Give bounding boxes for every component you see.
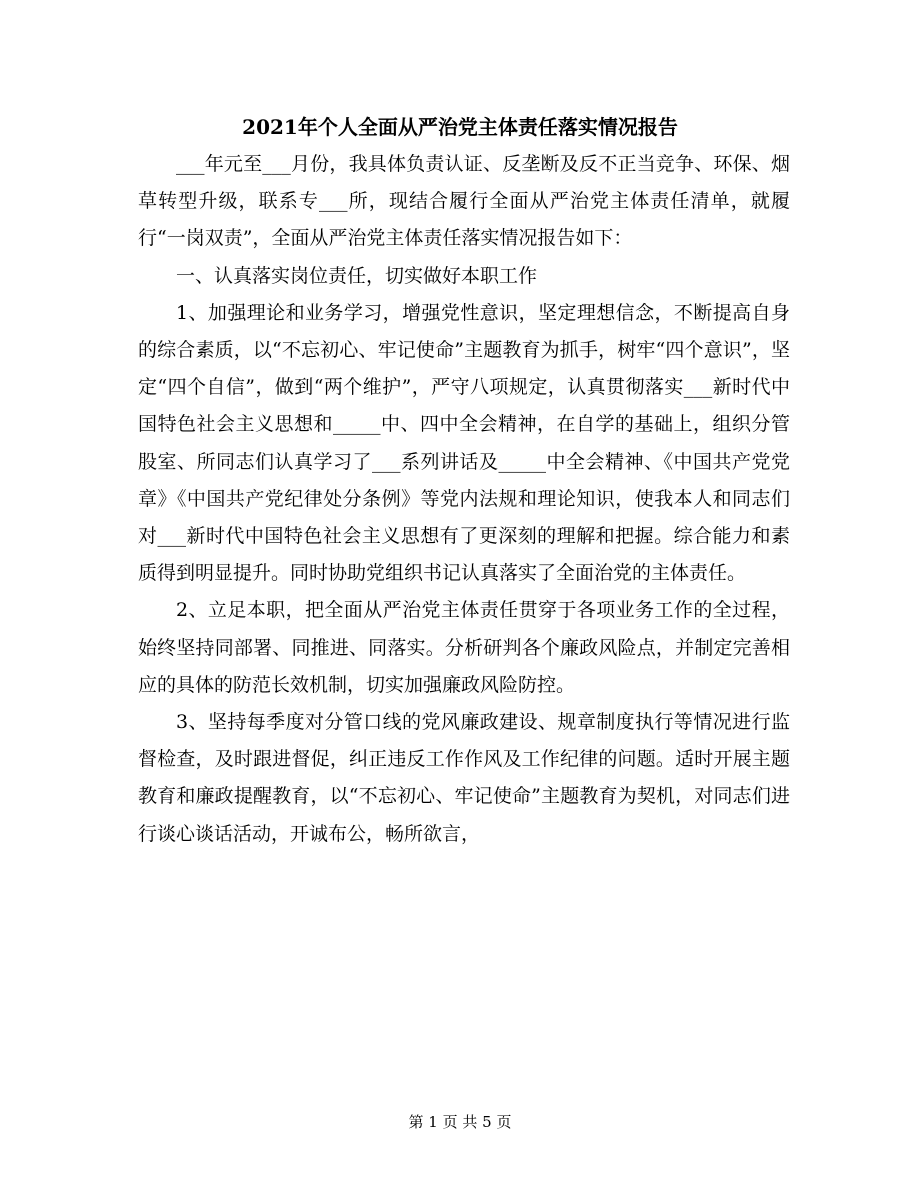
paragraph-intro: ___年元至___月份，我具体负责认证、反垄断及反不正当竞争、环保、烟草转型升级，联系专___所，现结合履行全面从严治党主体责任清单，就履行“一岗双责”，全面从严治党主体责任落实情况报告如下：: [138, 153, 790, 250]
paragraph-item-1: 1、加强理论和业务学习，增强党性意识，坚定理想信念，不断提高自身的综合素质，以“不忘初心、牢记使命”主题教育为抓手，树牢“四个意识”，坚定“四个自信”，做到“两个维护”，严守八项规定，认真贯彻落实___新时代中国特色社会主义思想和_____中、四中全会精神，在自学的基础上，组织分管股室、所同志们认真学习了___系列讲话及_____中全会精神、《中国共产党党章》《中国共产党纪律处分条例》等党内法规和理论知识，使我本人和同志们对___新时代中国特色社会主义思想有了更深刻的理解和把握。综合能力和素质得到明显提升。同时协助党组织书记认真落实了全面治党的主体责任。: [138, 301, 790, 585]
page-footer: 第 1 页 共 5 页: [408, 1113, 512, 1131]
document-body: [138, 146, 790, 853]
paragraph-item-2: 2、立足本职，把全面从严治党主体责任贯穿于各项业务工作的全过程，始终坚持同部署、同推进、同落实。分析研判各个廉政风险点，并制定完善相应的具体的防范长效机制，切实加强廉政风险防控。: [138, 599, 790, 696]
document-title: 2021年个人全面从严治党主体责任落实情况报告: [242, 115, 678, 139]
paragraph-item-3: 3、坚持每季度对分管口线的党风廉政建设、规章制度执行等情况进行监督检查，及时跟进督促，纠正违反工作作风及工作纪律的问题。适时开展主题教育和廉政提醒教育，以“不忘初心、牢记使命”主题教育为契机，对同志们进行谈心谈话活动，开诚布公，畅所欲言，: [138, 711, 790, 845]
section-heading: 一、认真落实岗位责任，切实做好本职工作: [176, 264, 538, 287]
